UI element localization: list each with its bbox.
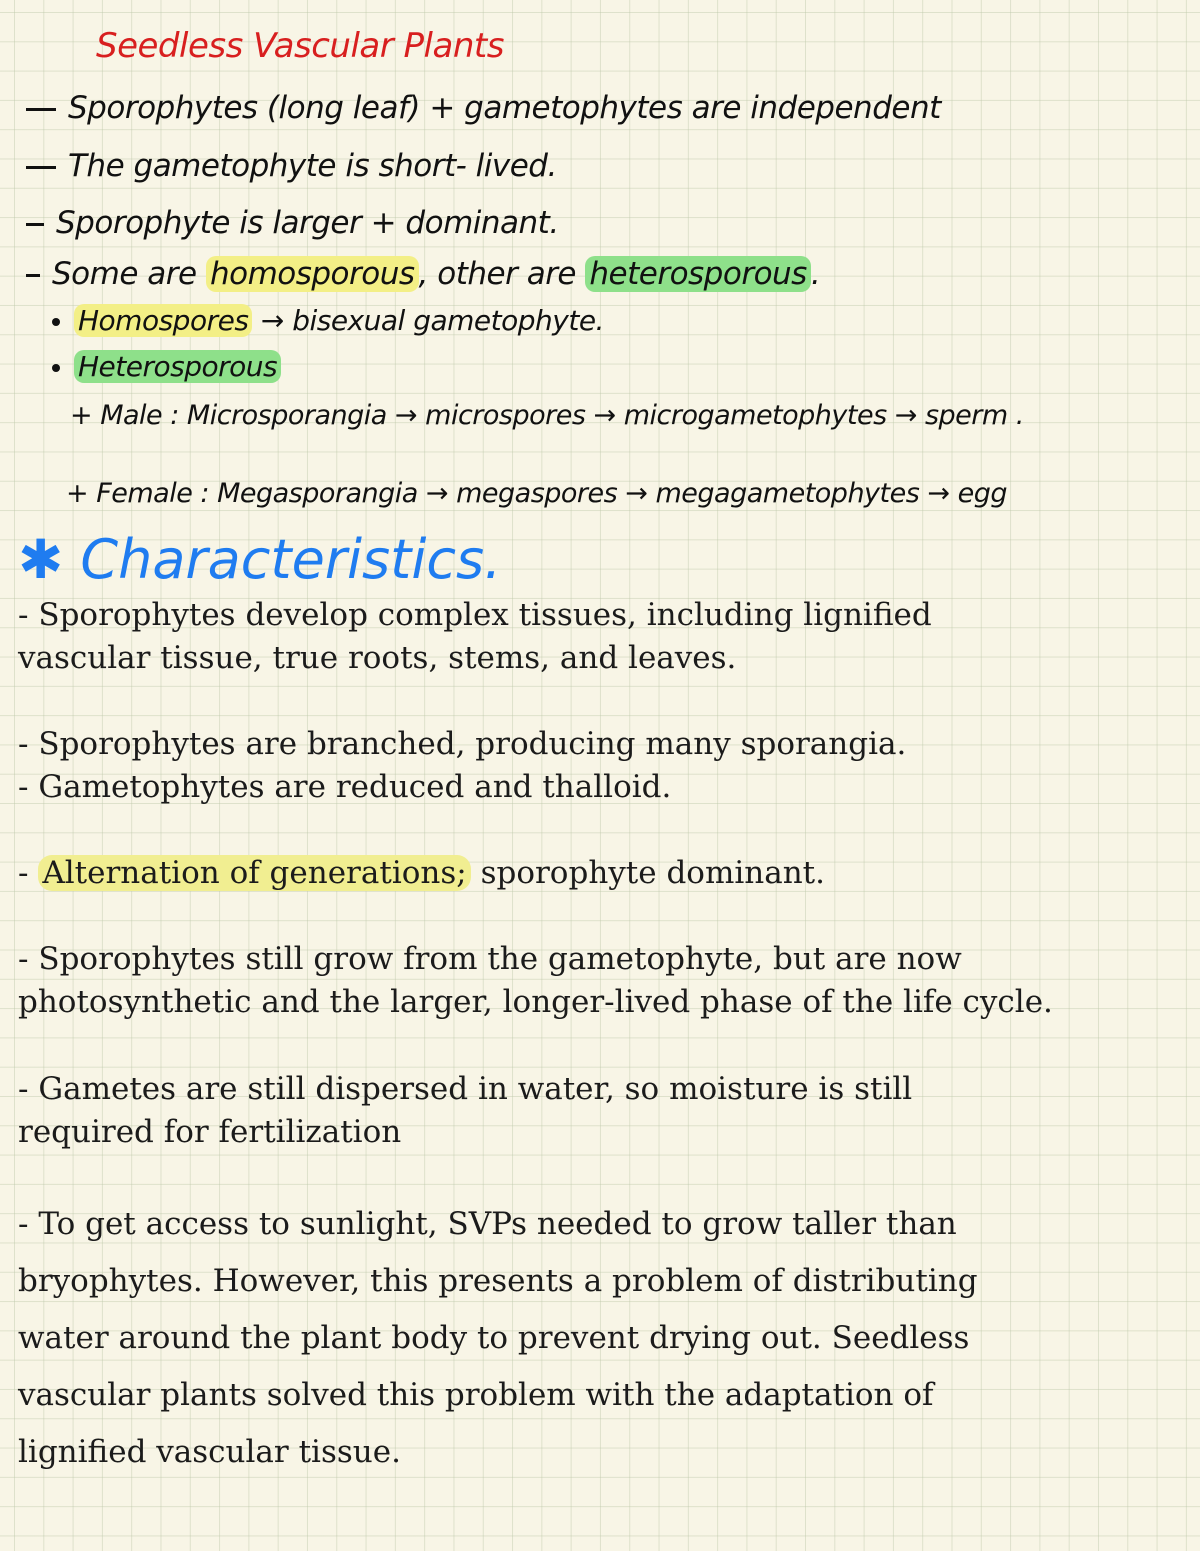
dash-mark: [26, 223, 44, 226]
note-text: Some are: [52, 256, 197, 292]
note-text: Sporophyte is larger + dominant.: [56, 205, 559, 241]
dash-mark: [26, 274, 40, 277]
highlight-alternation: Alternation of generations;: [38, 855, 470, 891]
text-line: - Gametophytes are reduced and thalloid.: [18, 769, 672, 805]
dash-mark: [26, 166, 56, 169]
text-dash: -: [18, 855, 39, 891]
note-line-short-lived: [26, 148, 557, 184]
bullet-dot: [52, 364, 60, 372]
note-line-dominant: [26, 205, 559, 241]
text-line: water around the plant body to prevent drying out. Seedless: [18, 1320, 970, 1356]
note-text: Sporophytes (long leaf) + gametophytes are independent: [68, 90, 941, 126]
bullet-heterosporous: [52, 350, 281, 383]
text-line: - Gametes are still dispersed in water, so moisture is still: [18, 1071, 913, 1107]
text-line: bryophytes. However, this presents a problem of distributing: [18, 1263, 978, 1299]
characteristics-heading: ✱ Characteristics.: [18, 528, 502, 591]
note-text: , other are: [418, 256, 577, 292]
note-male-pathway: + Male : Microsporangia → microspores → microgametophytes → sperm .: [70, 400, 1024, 431]
paragraph-branched: [18, 723, 906, 809]
paragraph-grow-from-gametophyte: [18, 938, 1053, 1024]
note-female-pathway: + Female : Megasporangia → megaspores → megagametophytes → egg: [66, 478, 1007, 509]
bullet-dot: [52, 318, 60, 326]
note-text: → bisexual gametophyte.: [260, 304, 604, 337]
note-text: The gametophyte is short- lived.: [68, 148, 557, 184]
dash-mark: [26, 108, 56, 111]
page-title: Seedless Vascular Plants: [96, 26, 504, 66]
note-line-independent: [26, 90, 941, 126]
note-line-spore-types: [26, 256, 820, 292]
text-rest: sporophyte dominant.: [470, 855, 825, 891]
text-line: lignified vascular tissue.: [18, 1434, 401, 1470]
highlight-homospores: Homospores: [74, 304, 252, 337]
highlight-heterosporous-term: Heterosporous: [74, 350, 281, 383]
text-line: - To get access to sunlight, SVPs needed to grow taller than: [18, 1206, 957, 1242]
text-line: vascular plants solved this problem with the adaptation of: [18, 1377, 934, 1413]
highlight-heterosporous: heterosporous: [585, 256, 810, 292]
text-line: - Sporophytes develop complex tissues, including lignified: [18, 597, 932, 633]
text-line: photosynthetic and the larger, longer-lived phase of the life cycle.: [18, 984, 1053, 1020]
paragraph-sunlight: [18, 1196, 978, 1481]
paragraph-gametes-water: [18, 1068, 912, 1154]
text-line: - Sporophytes still grow from the gametophyte, but are now: [18, 941, 962, 977]
text-line: required for fertilization: [18, 1114, 402, 1150]
highlight-homosporous: homosporous: [206, 256, 419, 292]
text-line: - Sporophytes are branched, producing many sporangia.: [18, 726, 907, 762]
paragraph-complex-tissues: [18, 594, 932, 680]
paragraph-alternation: [18, 852, 825, 895]
note-text: .: [810, 256, 821, 292]
text-line: vascular tissue, true roots, stems, and leaves.: [18, 640, 737, 676]
bullet-homospores: [52, 304, 604, 337]
